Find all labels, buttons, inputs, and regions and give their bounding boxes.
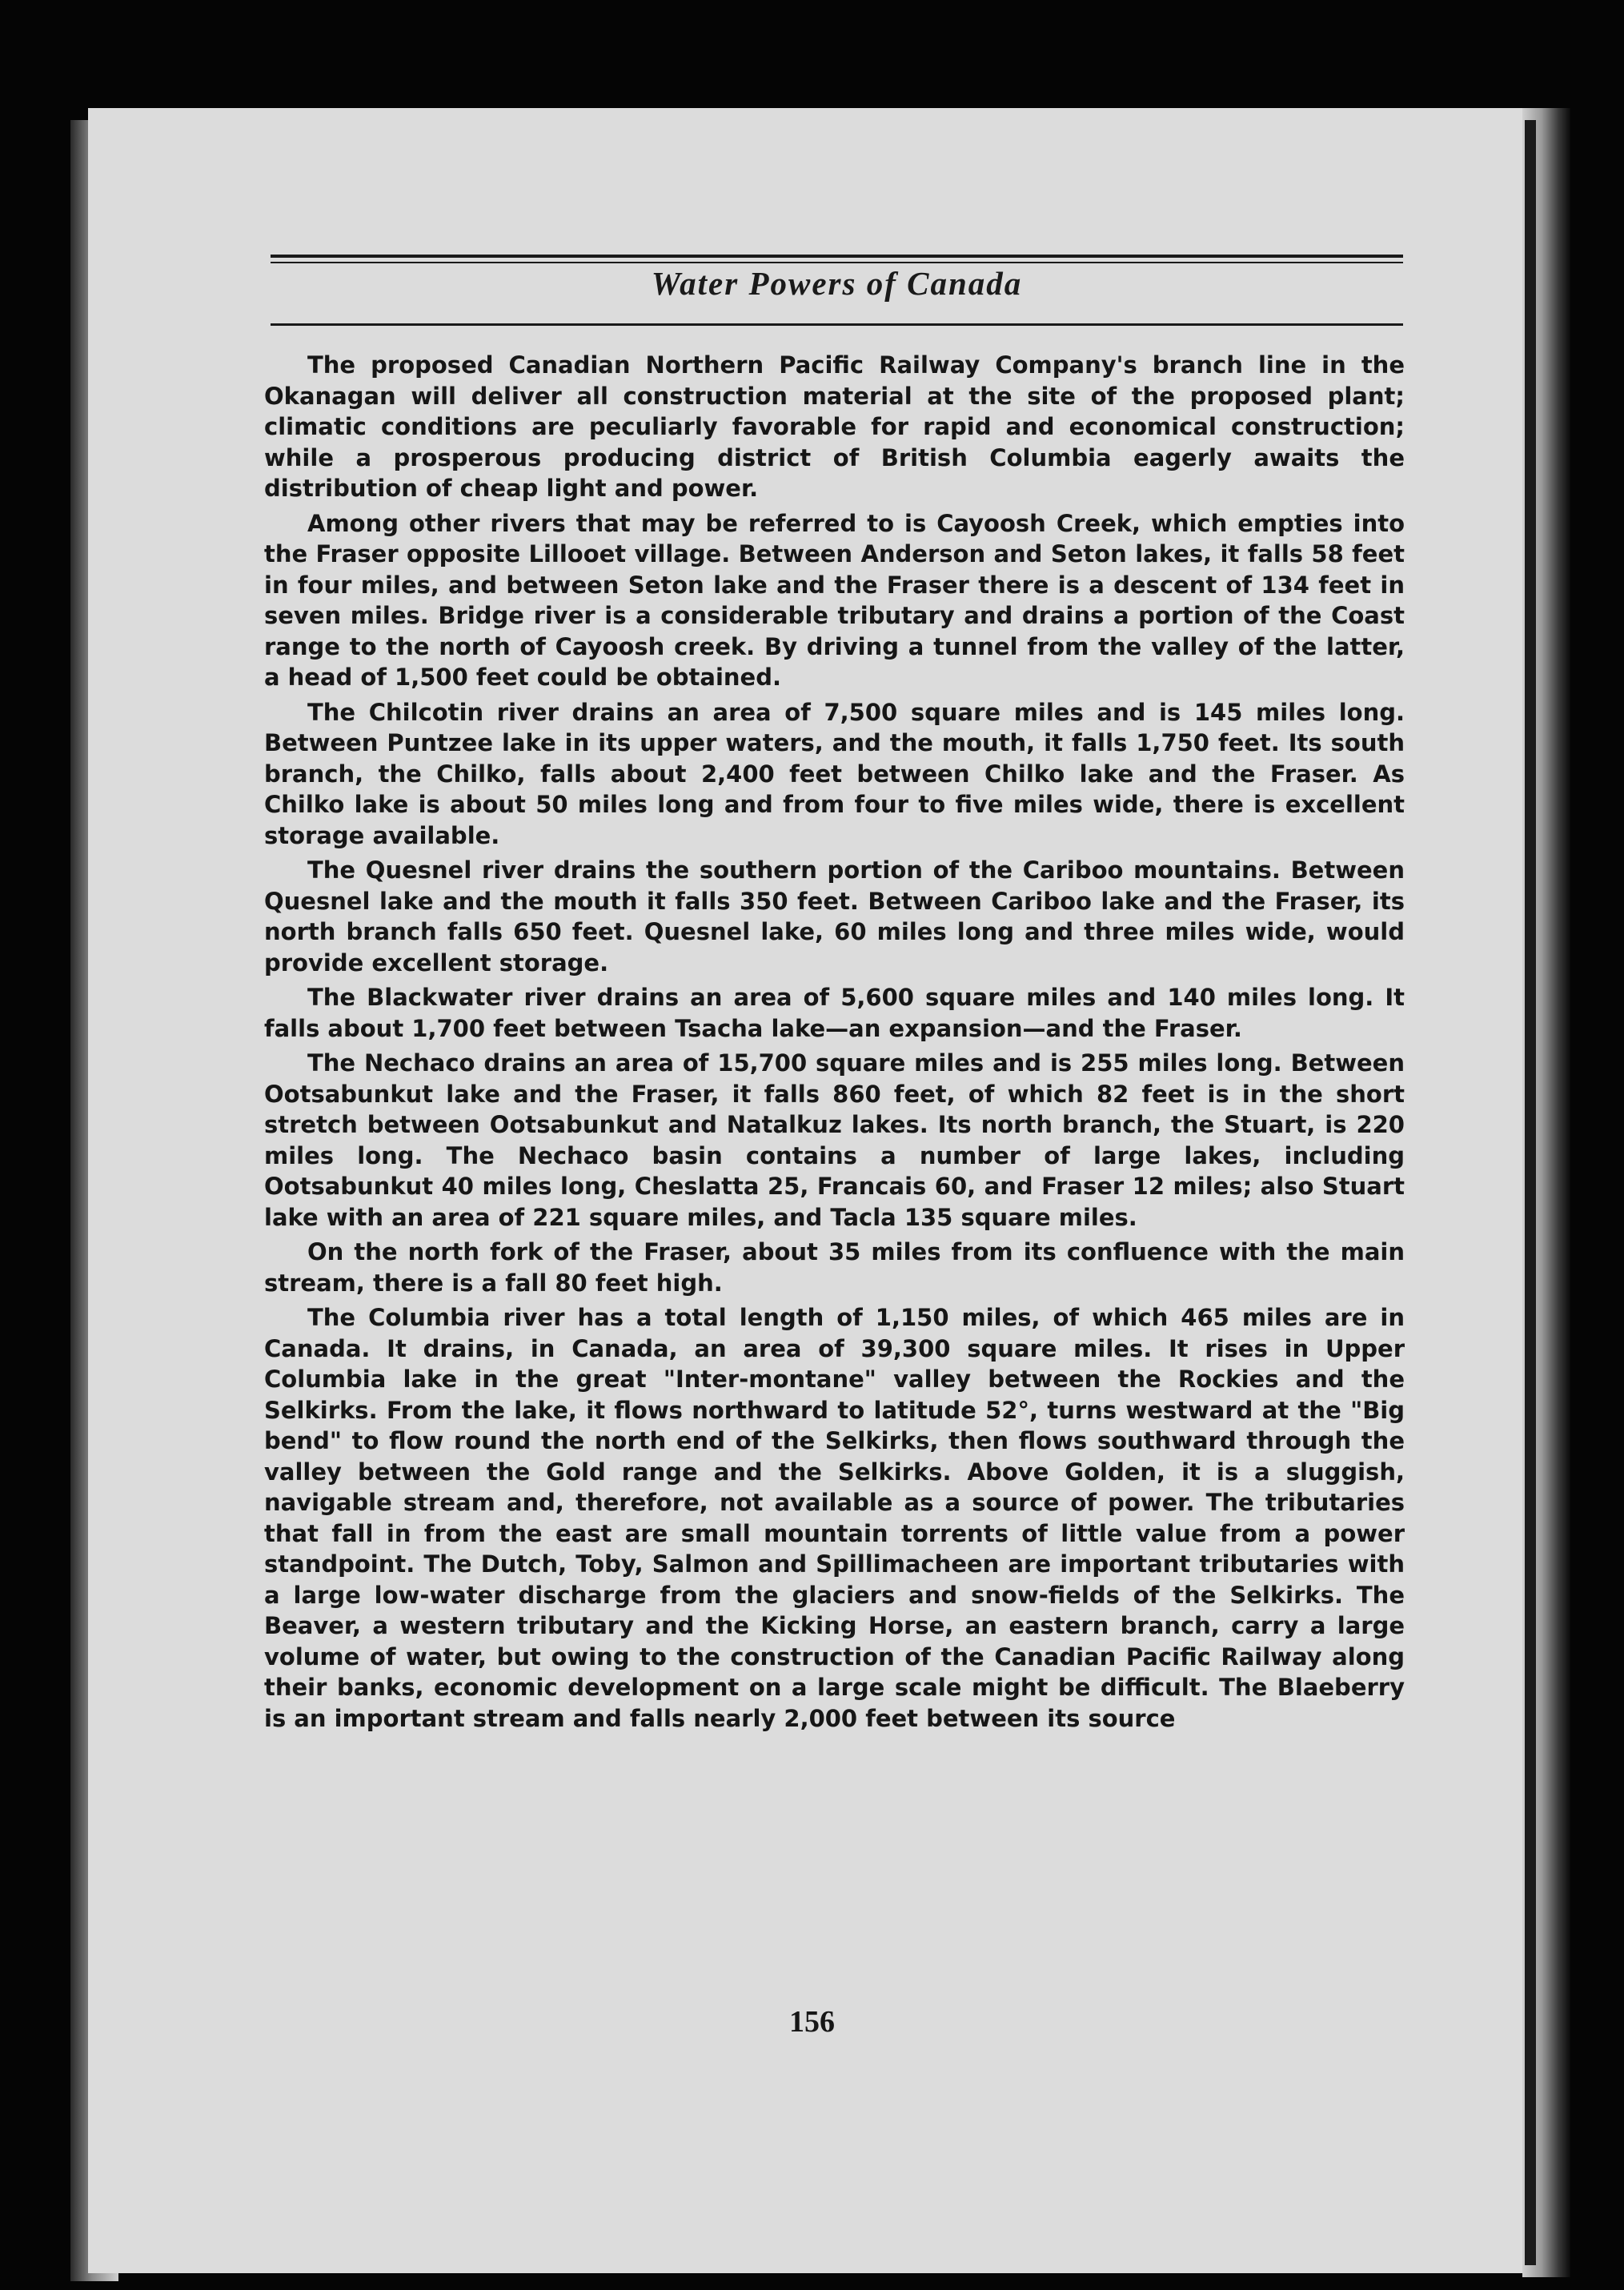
paragraph: Among other rivers that may be referred to is Cayoosh Creek, which empties into the Fraser opposite Lillooet village. Between Anderson and Seton lakes, it falls 58 feet in four miles, and between Seton lake and the Fraser there is a descent of 134 feet in seven miles. Bridge river is a considerable tributary and drains a portion of the Coast range to the north of Cayoosh creek. By driving a tunnel from the valley of the latter, a head of 1,500 feet could be obtained.: [264, 509, 1405, 691]
header-bottom-rule: [271, 323, 1403, 326]
paragraph: The Chilcotin river drains an area of 7,500 square miles and is 145 miles long. Between Puntzee lake in its upper waters, and the mouth, it falls 1,750 feet. Its south branch, the Chilko, falls about 2,400 feet between Chilko lake and the Fraser. As Chilko lake is about 50 miles long and from four to five miles wide, there is excellent storage available.: [264, 698, 1405, 849]
paragraph: The Blackwater river drains an area of 5,600 square miles and 140 miles long. It falls about 1,700 feet between Tsacha lake—an expansion—and the Fraser.: [264, 984, 1405, 1042]
page-number: 156: [789, 2005, 835, 2039]
paragraph: The proposed Canadian Northern Pacific Railway Company's branch line in the Okanagan will deliver all construction material at the site of the proposed plant; climatic conditions are peculiarly favorable for rapid and economical construction; while a prosperous producing district of British Columbia eagerly awaits the distribution of cheap light and power.: [264, 351, 1405, 502]
paragraph: The Nechaco drains an area of 15,700 square miles and is 255 miles long. Between Ootsabunkut lake and the Fraser, it falls 860 feet, of which 82 feet is in the short stretch between Ootsabunkut and Natalkuz lakes. Its north branch, the Stuart, is 220 miles long. The Nechaco basin contains a number of large lakes, including Ootsabunkut 40 miles long, Cheslatta 25, Francais 60, and Fraser 12 miles; also Stuart lake with an area of 221 square miles, and Tacla 135 square miles.: [264, 1049, 1405, 1231]
body-text: [264, 350, 1405, 1738]
running-head: Water Powers of Canada: [651, 265, 1023, 302]
header-rule-lower: [271, 262, 1403, 263]
header-rule-upper: [271, 255, 1403, 258]
paragraph: On the north fork of the Fraser, about 35 miles from its confluence with the main stream, there is a fall 80 feet high.: [264, 1238, 1405, 1297]
paragraph: The Quesnel river drains the southern portion of the Cariboo mountains. Between Quesnel lake and the mouth it falls 350 feet. Between Cariboo lake and the Fraser, its north branch falls 650 feet. Quesnel lake, 60 miles long and three miles wide, would provide excellent storage.: [264, 856, 1405, 977]
facing-page-bar: [1525, 120, 1536, 2265]
paragraph: The Columbia river has a total length of 1,150 miles, of which 465 miles are in Canada. It drains, in Canada, an area of 39,300 square miles. It rises in Upper Columbia lake in the great "Inter-montane" valley between the Rockies and the Selkirks. From the lake, it flows northward to latitude 52°, turns westward at the "Big bend" to flow round the north end of the Selkirks, then flows southward through the valley between the Gold range and the Selkirks. Above Golden, it is a sluggish, navigable stream and, therefore, not available as a source of power. The tributaries that fall in from the east are small mountain torrents of little value from a power standpoint. The Dutch, Toby, Salmon and Spillimacheen are important tributaries with a large low-water discharge from the glaciers and snow-fields of the Selkirks. The Beaver, a western tributary and the Kicking Horse, an eastern branch, carry a large volume of water, but owing to the construction of the Canadian Pacific Railway along their banks, economic development on a large scale might be difficult. The Blaeberry is an important stream and falls nearly 2,000 feet between its source: [264, 1304, 1405, 1732]
